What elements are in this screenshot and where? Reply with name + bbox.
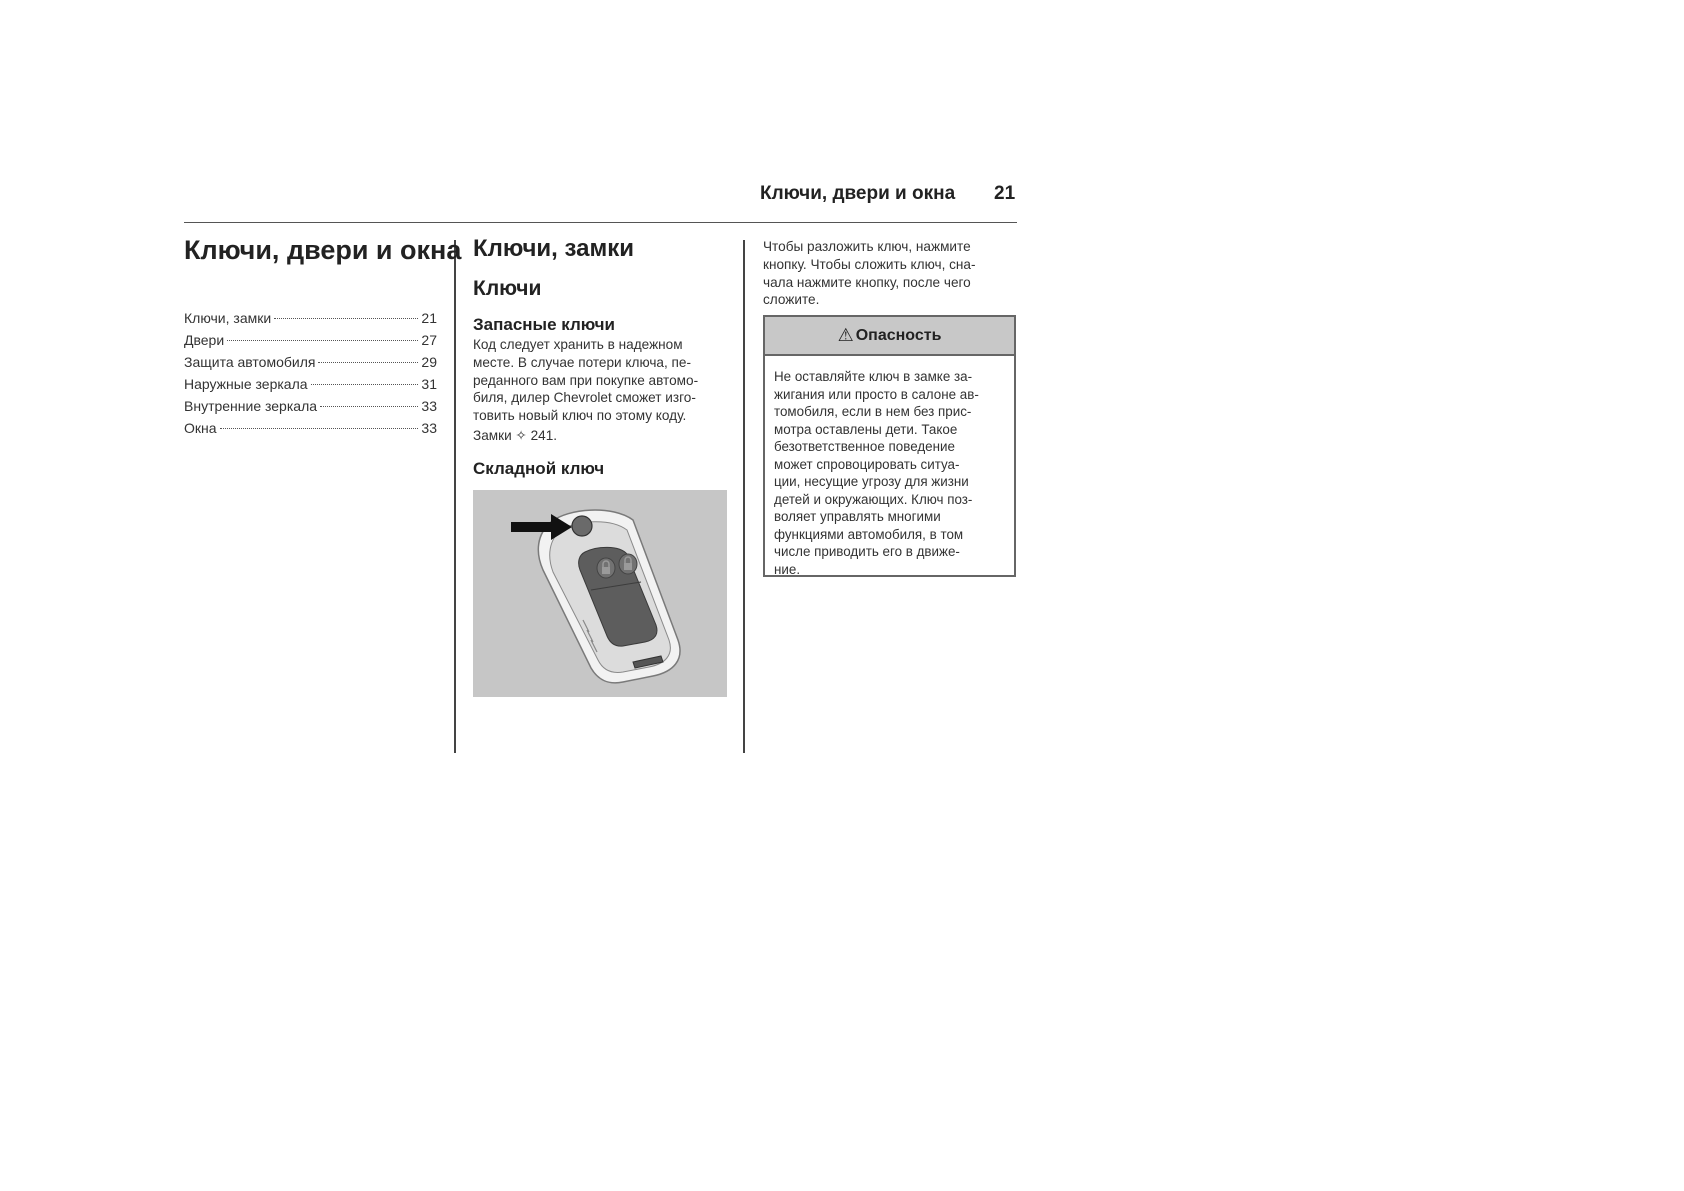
warning-triangle-icon: ⚠ <box>837 325 854 345</box>
toc-entry-label: Окна <box>184 420 217 436</box>
text-line: месте. В случае потери ключа, пе- <box>473 354 691 370</box>
text-line: чала нажмите кнопку, после чего <box>763 274 971 290</box>
toc-entry[interactable] <box>184 332 437 354</box>
text-line: ции, несущие угрозу для жизни <box>774 474 969 489</box>
cross-reference-link[interactable]: Замки ✧ 241. <box>473 428 558 443</box>
toc-leader-dots <box>318 362 418 363</box>
folding-key-figure <box>473 490 727 697</box>
column-divider-right <box>743 240 745 753</box>
toc-entry-page: 33 <box>421 398 437 414</box>
text-line: безответственное поведение <box>774 439 955 454</box>
chapter-title: Ключи, двери и окна <box>184 235 462 265</box>
danger-notice-title: Опасность <box>855 326 942 344</box>
danger-notice-header <box>765 317 1014 356</box>
text-line: жигания или просто в салоне ав- <box>774 386 979 402</box>
toc-entry-page: 33 <box>421 420 437 436</box>
danger-notice-body <box>765 356 1014 578</box>
page-number: 21 <box>994 183 1016 204</box>
text-line: ние. <box>774 561 801 577</box>
text-line: сложите. <box>763 292 820 308</box>
folding-key-heading: Складной ключ <box>473 459 605 478</box>
danger-notice <box>763 315 1016 577</box>
chapter-toc <box>184 310 437 442</box>
text-line: томобиля, если в нем без прис- <box>774 404 972 419</box>
column-divider-left <box>454 240 456 753</box>
toc-leader-dots <box>274 318 418 319</box>
toc-leader-dots <box>311 384 419 385</box>
text-line: может спровоцировать ситуа- <box>774 456 960 472</box>
spare-keys-paragraph <box>473 336 727 425</box>
text-line: детей и окружающих. Ключ поз- <box>774 491 973 507</box>
text-line: мотра оставлены дети. Такое <box>774 421 958 437</box>
text-line: Код следует хранить в надежном <box>473 337 683 352</box>
text-line: воляет управлять многими <box>774 509 941 524</box>
toc-entry[interactable] <box>184 310 437 332</box>
text-line: реданного вам при покупке автомо- <box>473 372 699 388</box>
subsection-title: Ключи <box>473 277 542 300</box>
toc-entry-page: 27 <box>421 332 437 348</box>
toc-entry-label: Наружные зеркала <box>184 376 308 392</box>
text-line: товить новый ключ по этому коду. <box>473 408 687 424</box>
spare-keys-heading: Запасные ключи <box>473 315 615 334</box>
header-rule <box>184 222 1017 223</box>
toc-entry-label: Ключи, замки <box>184 310 272 326</box>
toc-entry-label: Внутренние зеркала <box>184 398 318 414</box>
text-line: биля, дилер Chevrolet сможет изго- <box>473 390 696 406</box>
text-line: кнопку. Чтобы сложить ключ, сна- <box>763 256 976 272</box>
toc-entry[interactable] <box>184 354 437 376</box>
text-line: функциями автомобиля, в том <box>774 526 964 542</box>
toc-entry-page: 29 <box>421 354 437 370</box>
toc-entry-page: 31 <box>421 376 437 392</box>
text-line: числе приводить его в движе- <box>774 544 960 559</box>
toc-leader-dots <box>227 340 418 341</box>
folding-instructions-paragraph <box>763 238 1017 309</box>
running-header-title: Ключи, двери и окна <box>760 183 956 204</box>
text-line: Не оставляйте ключ в замке за- <box>774 369 973 384</box>
toc-leader-dots <box>320 406 418 407</box>
toc-entry[interactable] <box>184 398 437 420</box>
section-title: Ключи, замки <box>473 235 634 262</box>
toc-entry[interactable] <box>184 376 437 398</box>
folding-key-illustration <box>473 490 727 697</box>
toc-leader-dots <box>220 428 419 429</box>
toc-entry-label: Защита автомобиля <box>184 354 316 370</box>
toc-entry-label: Двери <box>184 332 225 348</box>
text-line: Чтобы разложить ключ, нажмите <box>763 239 971 254</box>
toc-entry[interactable] <box>184 420 437 442</box>
toc-entry-page: 21 <box>421 310 437 326</box>
